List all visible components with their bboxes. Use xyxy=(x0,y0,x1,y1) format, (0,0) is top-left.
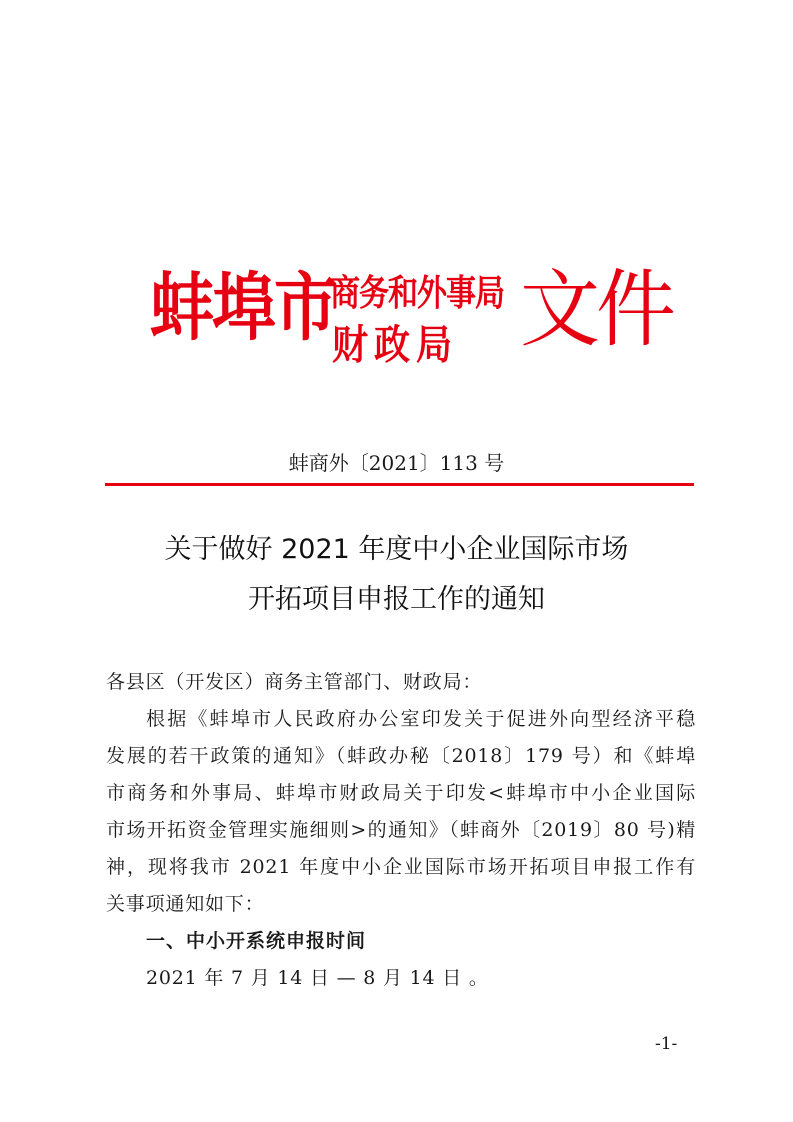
document-title-line-2: 开拓项目申报工作的通知 xyxy=(248,584,545,615)
header-document-suffix: 文件 xyxy=(520,260,672,359)
section-text: 2021 年 7 月 14 日 — 8 月 14 日 。 xyxy=(146,967,489,989)
addressee: 各县区（开发区）商务主管部门、财政局： xyxy=(106,671,483,693)
header-department-commerce: 商务和外事局 xyxy=(330,272,504,315)
page-number: -1- xyxy=(655,1034,678,1054)
red-divider-line xyxy=(105,483,694,486)
document-number: 蚌商外〔2021〕113 号 xyxy=(288,451,505,475)
section-heading: 一、中小开系统申报时间 xyxy=(146,930,367,952)
document-title-line-1: 关于做好 2021 年度中小企业国际市场 xyxy=(164,534,629,565)
paragraph-line: 市场开拓资金管理实施细则>的通知》（蚌商外〔2019〕80 号)精 xyxy=(106,819,696,841)
paragraph-line: 根据《蚌埠市人民政府办公室印发关于促进外向型经济平稳 xyxy=(146,708,696,730)
paragraph-line: 市商务和外事局、蚌埠市财政局关于印发<蚌埠市中小企业国际 xyxy=(106,782,696,804)
paragraph-line: 关事项通知如下： xyxy=(106,893,265,915)
paragraph-line: 神，现将我市 2021 年度中小企业国际市场开拓项目申报工作有 xyxy=(106,856,696,878)
header-city: 蚌埠市 xyxy=(150,266,336,352)
header-department-finance: 财政局 xyxy=(332,322,459,369)
document-body xyxy=(106,664,696,997)
paragraph-line: 发展的若干政策的通知》（蚌政办秘〔2018〕179 号）和《蚌埠 xyxy=(106,745,696,767)
